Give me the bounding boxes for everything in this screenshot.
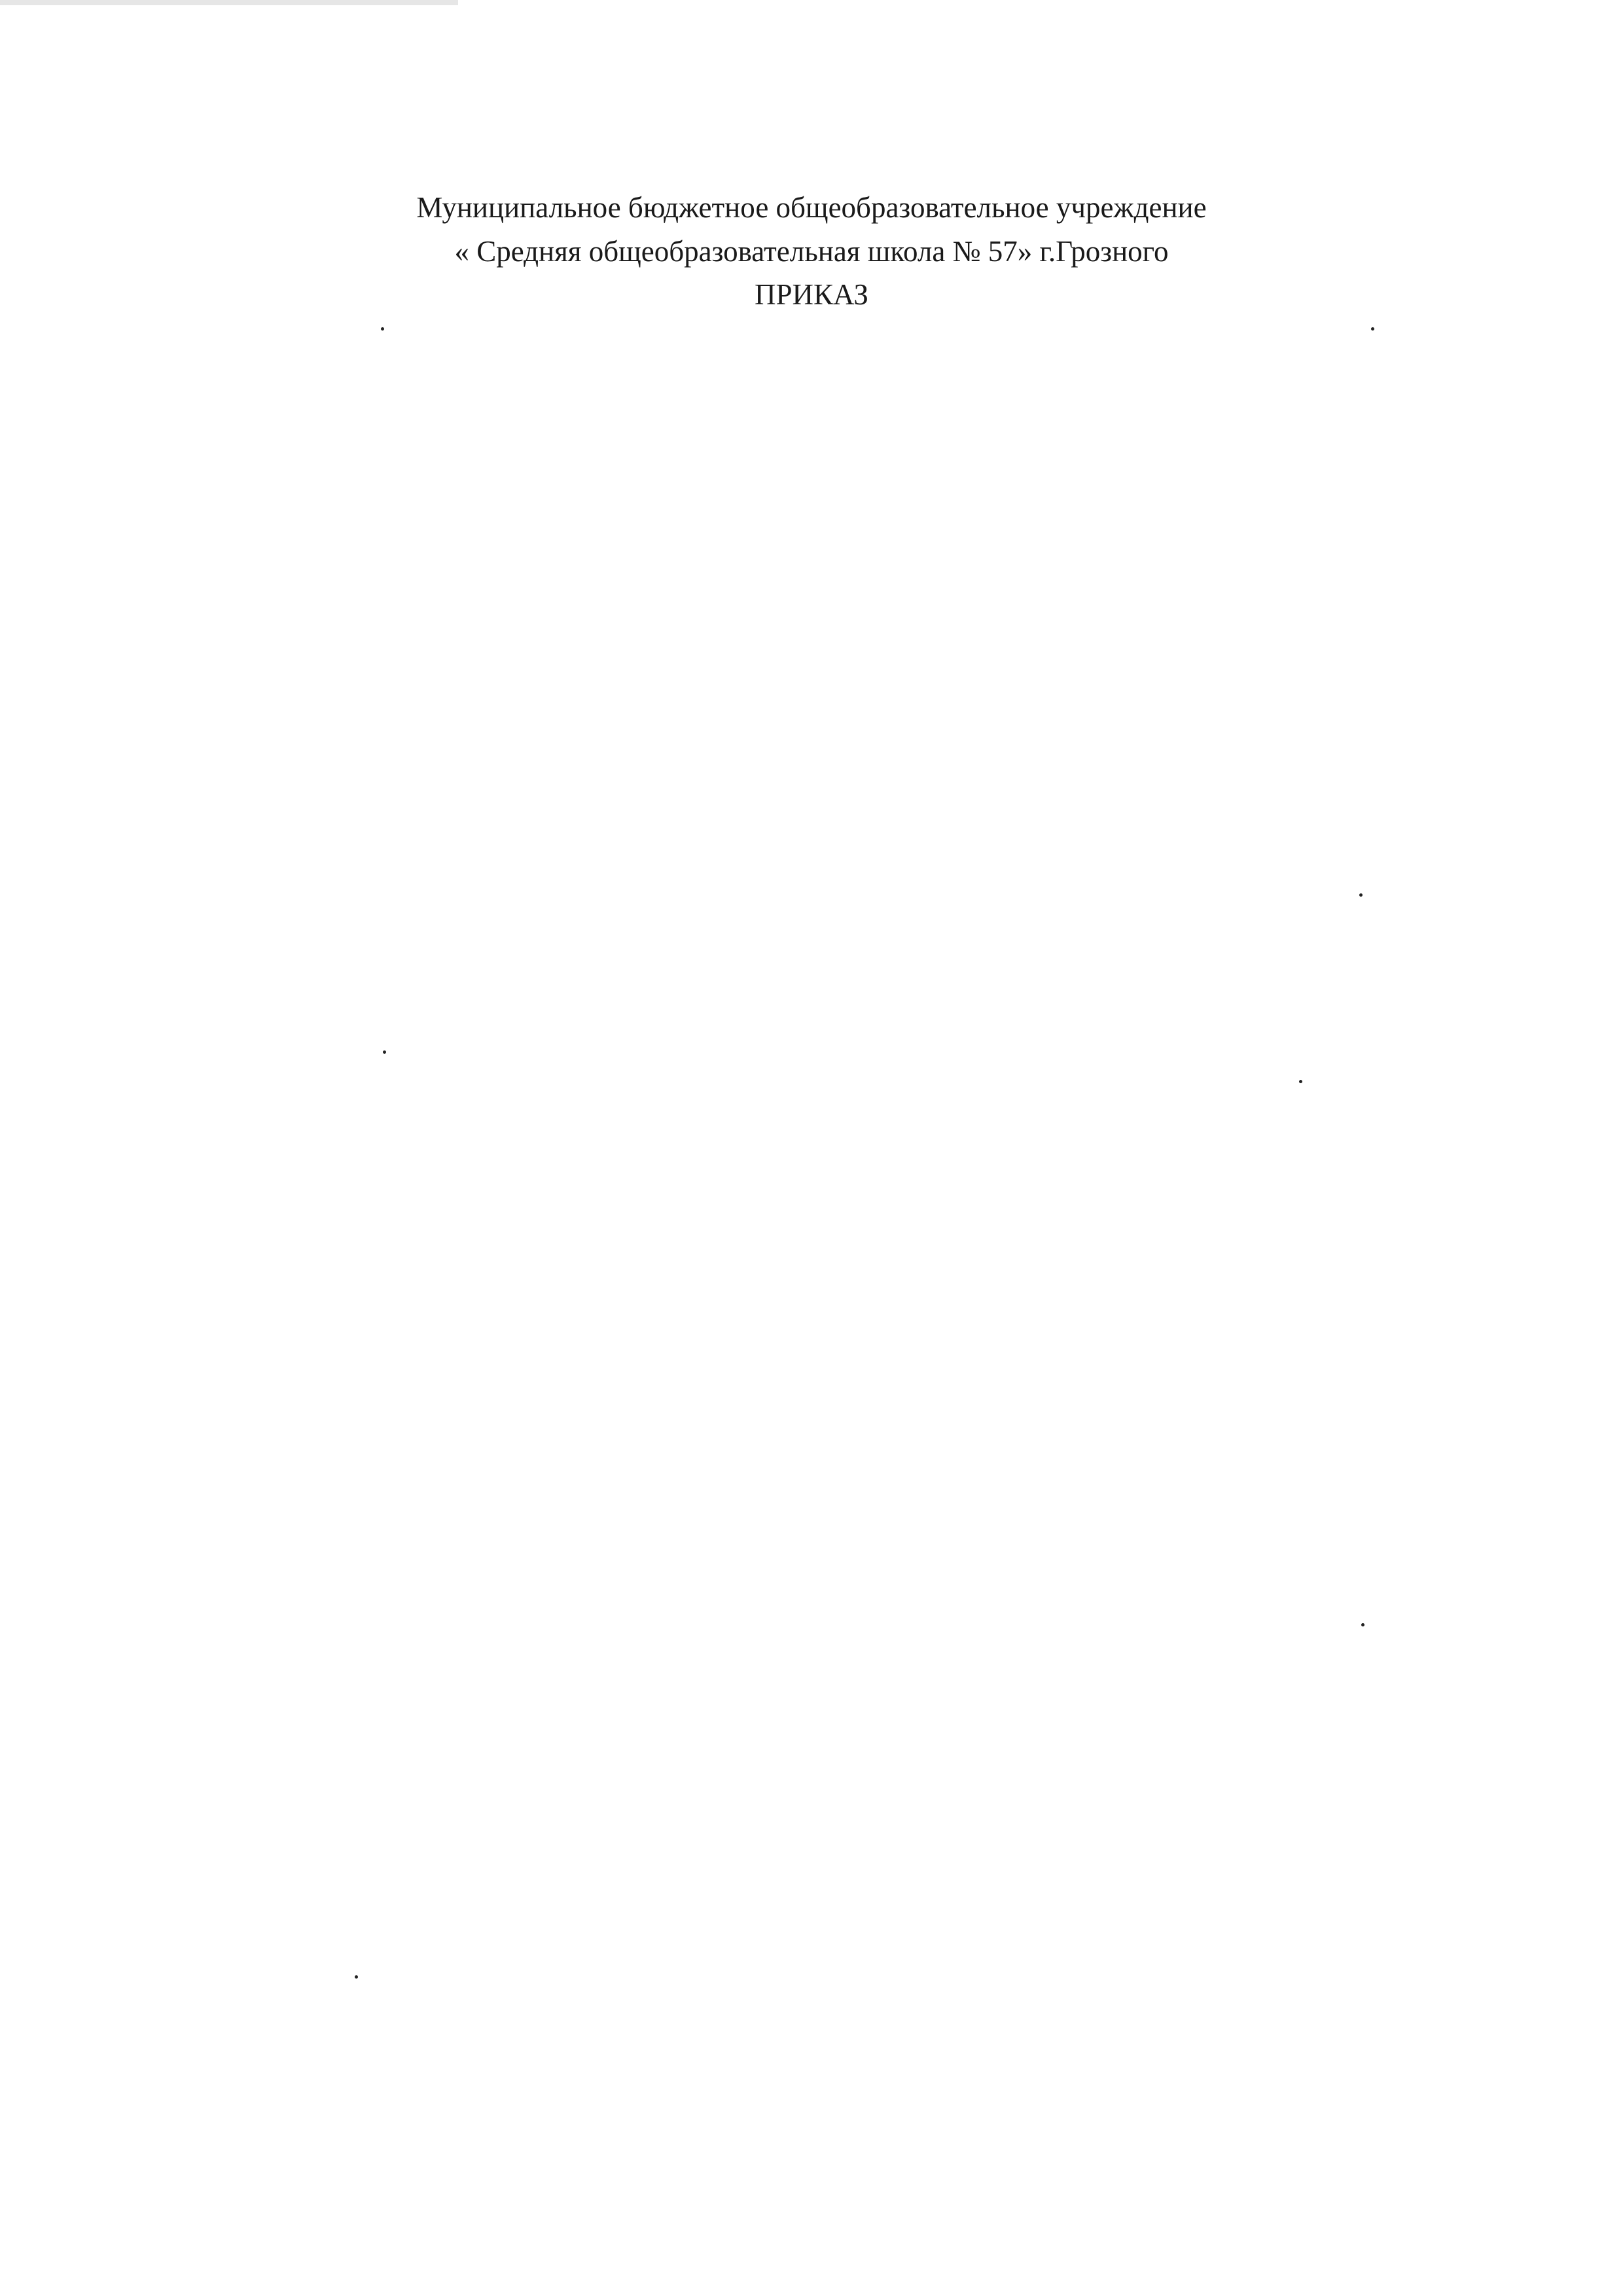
- scan-speck: [1361, 1623, 1364, 1626]
- line-2: ПРИКАЗ: [755, 278, 868, 311]
- scan-speck: [355, 1975, 358, 1979]
- scan-edge: [0, 0, 458, 5]
- scan-speck: [1299, 1080, 1302, 1083]
- scan-speck: [383, 1050, 386, 1054]
- line-0: Муниципальное бюджетное общеобразовательное учреждение: [416, 191, 1207, 224]
- scan-speck: [381, 327, 384, 331]
- line-1: « Средняя общеобразовательная школа № 57» г.Грозного: [454, 235, 1169, 268]
- scan-speck: [1371, 327, 1374, 331]
- scan-speck: [1359, 893, 1363, 897]
